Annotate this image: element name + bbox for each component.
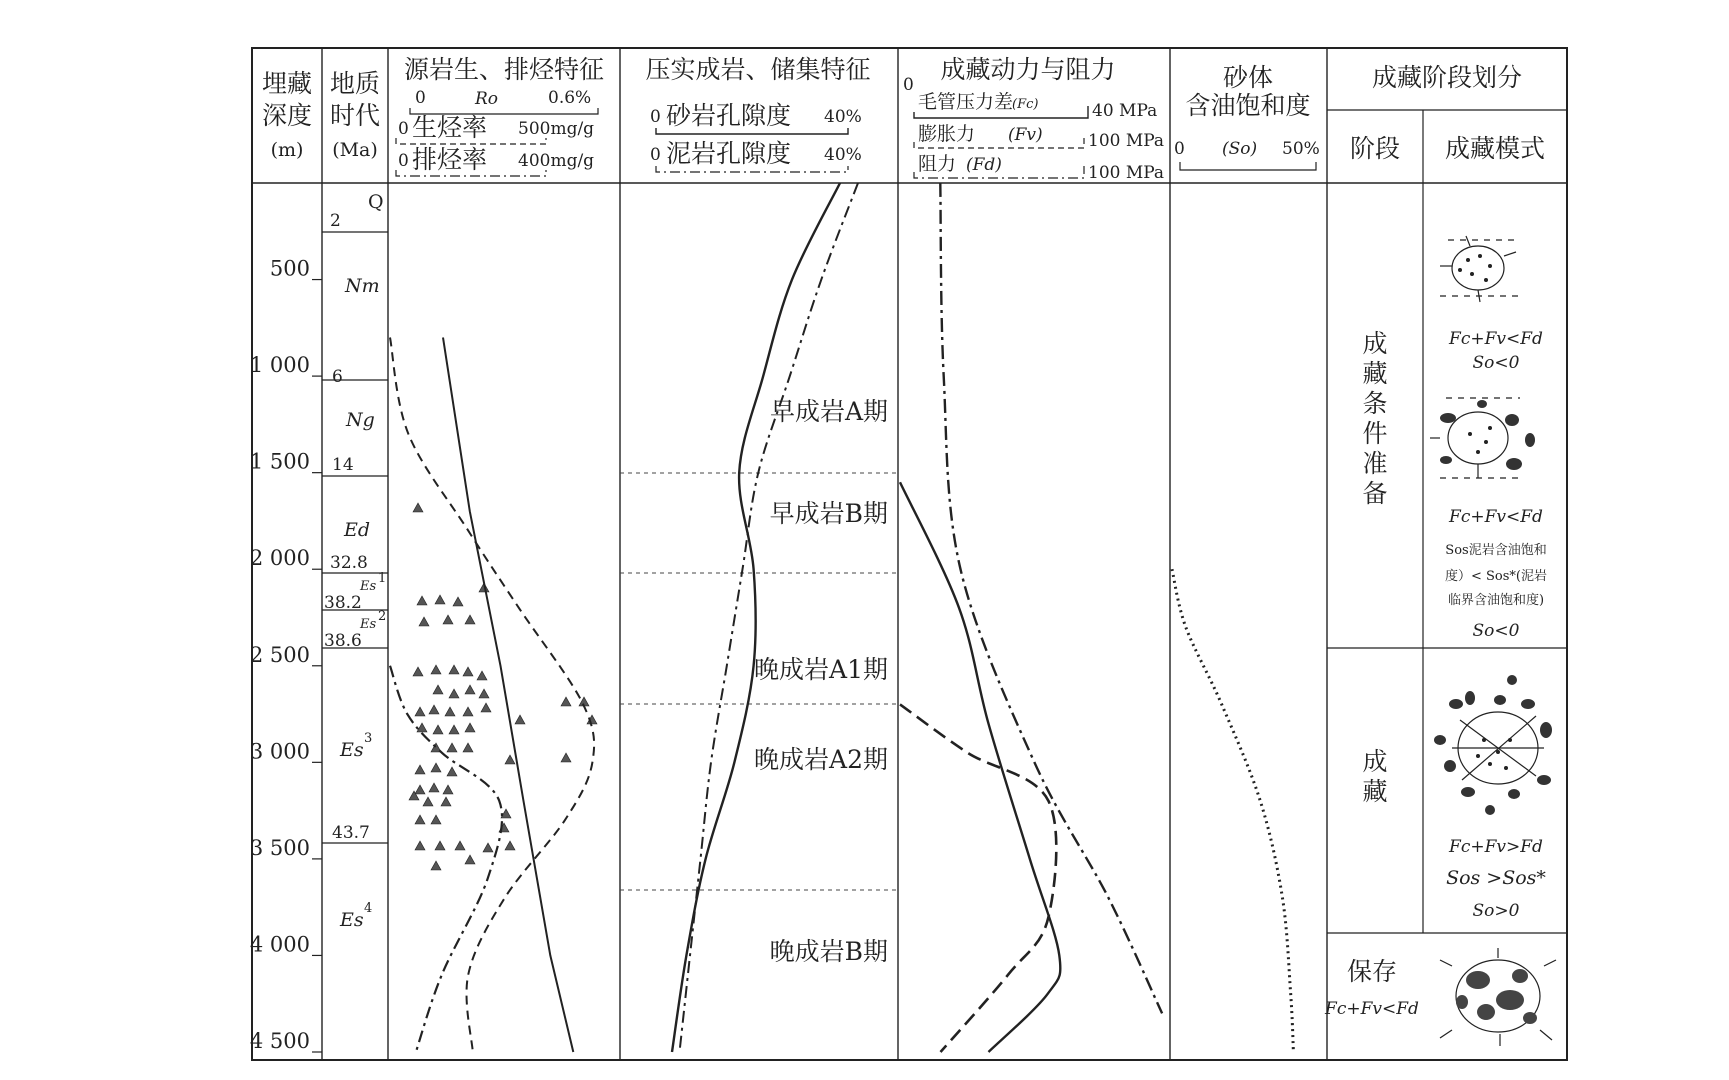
dyn-zero: 0 — [903, 75, 914, 95]
sample-triangle — [455, 841, 465, 850]
stage-accum-1: 成 — [1362, 747, 1388, 776]
sample-triangle — [431, 815, 441, 824]
model-sketch-1 — [1440, 236, 1520, 302]
gen-axis-label: 生烃率 — [412, 113, 488, 142]
sample-triangle — [447, 767, 457, 776]
stage-early-b: 早成岩B期 — [769, 499, 888, 528]
model-sketch-2 — [1430, 398, 1535, 478]
sat-axis-left: 0 — [1174, 139, 1185, 159]
stage-prep-char: 备 — [1362, 479, 1388, 508]
depth-tick-label: 3 500 — [249, 835, 310, 860]
mud-axis-right: 40% — [824, 145, 862, 165]
sample-triangle — [413, 667, 423, 676]
stage-preserve-label: 保存 — [1346, 957, 1398, 986]
sample-triangle — [433, 725, 443, 734]
mode1-formula: Fc+Fv<Fd — [1449, 329, 1543, 349]
header-stage-col1: 阶段 — [1349, 134, 1401, 163]
stage-late-a2: 晚成岩A2期 — [754, 745, 888, 774]
sample-triangle — [415, 765, 425, 774]
header-saturation — [1174, 63, 1320, 170]
exp-axis-left: 0 — [398, 151, 409, 171]
sample-triangle — [447, 743, 457, 752]
gen-axis-right: 500mg/g — [518, 119, 595, 139]
accum-formula: Fc+Fv>Fd — [1449, 837, 1543, 857]
sample-triangle — [449, 665, 459, 674]
sample-triangle — [419, 617, 429, 626]
mud-axis-left: 0 — [650, 145, 661, 165]
fc-axis-right: 40 MPa — [1092, 101, 1158, 121]
generation-rate-curve — [390, 338, 594, 1053]
sample-triangle — [441, 797, 451, 806]
sample-triangle — [443, 615, 453, 624]
header-depth — [262, 69, 312, 161]
sample-triangle — [429, 783, 439, 792]
sample-triangle — [505, 755, 515, 764]
accum-sos: Sos >Sos* — [1446, 867, 1546, 889]
depth-tick-label: 4 500 — [249, 1029, 310, 1053]
stratum-age: 32.8 — [330, 553, 368, 573]
stratum-name: Q — [368, 191, 384, 213]
sample-triangle — [465, 685, 475, 694]
depth-tick-label: 3 000 — [249, 739, 310, 764]
gen-axis-left: 0 — [398, 119, 409, 139]
stratum-age: 38.2 — [324, 593, 362, 613]
resistance-curve — [940, 183, 1162, 1013]
stratum-sup: 2 — [378, 609, 387, 624]
depth-axis — [250, 257, 322, 1053]
sample-triangle — [561, 697, 571, 706]
sample-triangle — [415, 841, 425, 850]
stage-late-a1: 晚成岩A1期 — [754, 655, 888, 684]
header-source-title: 源岩生、排烃特征 — [403, 55, 605, 84]
sample-triangle — [431, 763, 441, 772]
depth-tick-label: 500 — [269, 256, 310, 281]
stratum-age: 6 — [332, 367, 343, 387]
stage-early-a: 早成岩A期 — [769, 397, 888, 426]
stratum-name: Es — [340, 909, 364, 931]
preserve-formula: Fc+Fv<Fd — [1325, 999, 1419, 1019]
sand-axis-right: 40% — [824, 107, 862, 127]
stratum-sup: 3 — [364, 731, 373, 746]
saturation-panel — [1172, 569, 1293, 1052]
sample-triangle — [435, 595, 445, 604]
sat-axis-mid: (So) — [1222, 139, 1258, 159]
fv-axis-right: 100 MPa — [1088, 131, 1165, 151]
sample-triangle — [435, 841, 445, 850]
mode2-so: So<0 — [1472, 621, 1520, 641]
sample-triangle — [515, 715, 525, 724]
sample-triangle — [417, 723, 427, 732]
sand-axis-label: 砂岩孔隙度 — [666, 101, 792, 130]
sample-triangle — [463, 743, 473, 752]
mode2-sos-3: 临界含油饱和度) — [1447, 593, 1545, 608]
header-compaction-title: 压实成岩、储集特征 — [645, 55, 871, 84]
sample-triangle — [431, 861, 441, 870]
compaction-panel — [620, 183, 898, 1052]
exp-axis-right: 400mg/g — [518, 151, 595, 171]
sample-triangle — [481, 703, 491, 712]
header-depth-line1: 埋藏 — [261, 69, 313, 98]
sample-triangle — [479, 689, 489, 698]
model-sketch-4 — [1440, 948, 1556, 1046]
dynamics-panel — [900, 183, 1162, 1052]
sample-triangle — [465, 723, 475, 732]
mode1-so: So<0 — [1472, 353, 1520, 373]
header-sat-line2: 含油饱和度 — [1185, 91, 1311, 120]
header-depth-unit: (m) — [270, 139, 304, 161]
mudstone-porosity-curve — [680, 183, 859, 1052]
header-age-unit: (Ma) — [332, 139, 378, 161]
sample-triangle — [415, 815, 425, 824]
stage-prep-char: 成 — [1362, 329, 1388, 358]
stratum-age: 38.6 — [324, 631, 362, 651]
sample-triangle — [417, 596, 427, 605]
header-age-line1: 地质 — [329, 69, 381, 98]
ro-axis-label: Ro — [475, 89, 499, 109]
table-frame — [249, 48, 1567, 1060]
fv-label: 膨胀力 — [918, 123, 976, 145]
stage-prep-char: 藏 — [1362, 359, 1388, 388]
stratum-name: Es — [360, 617, 377, 632]
sample-triangle — [429, 705, 439, 714]
sample-triangle — [431, 665, 441, 674]
sample-triangle — [449, 689, 459, 698]
sample-triangle — [413, 503, 423, 512]
stratum-name: Es — [360, 579, 377, 594]
stratum-name: Ng — [346, 409, 375, 431]
stage-accum-2: 藏 — [1362, 777, 1388, 806]
mode2-formula: Fc+Fv<Fd — [1449, 507, 1543, 527]
sat-axis-right: 50% — [1282, 139, 1320, 159]
header-sat-line1: 砂体 — [1222, 63, 1274, 92]
fc-symbol: (Fc) — [1012, 97, 1039, 112]
sample-triangle — [505, 841, 515, 850]
stratum-age: 2 — [330, 211, 341, 231]
header-stage-col2: 成藏模式 — [1444, 134, 1546, 163]
mud-axis-label: 泥岩孔隙度 — [666, 139, 792, 168]
depth-tick-label: 2 500 — [249, 642, 310, 667]
header-depth-line2: 深度 — [261, 101, 313, 130]
header-stage — [1350, 63, 1545, 163]
fd-axis-right: 100 MPa — [1088, 163, 1165, 183]
stratum-age: 43.7 — [332, 823, 370, 843]
stratum-sup: 1 — [378, 571, 387, 586]
ro-curve — [443, 338, 573, 1053]
header-age — [330, 69, 380, 161]
depth-tick-label: 1 000 — [249, 353, 310, 378]
sample-triangle — [477, 671, 487, 680]
stage-prep-char: 件 — [1362, 419, 1388, 448]
fv-symbol: (Fv) — [1008, 125, 1043, 145]
sample-triangle — [423, 797, 433, 806]
sample-triangle — [561, 753, 571, 762]
sample-triangle — [465, 855, 475, 864]
accum-so: So>0 — [1472, 901, 1520, 921]
stage-late-b: 晚成岩B期 — [769, 937, 888, 966]
strata-column — [322, 191, 388, 931]
ro-axis-left: 0 — [415, 88, 426, 108]
header-age-line2: 时代 — [329, 101, 381, 130]
model-sketch-3 — [1434, 675, 1552, 815]
sample-triangle — [453, 597, 463, 606]
stage-prep-label — [1362, 329, 1387, 508]
sample-triangle — [415, 785, 425, 794]
sample-triangle — [445, 707, 455, 716]
mode2-sos-2: 度）< Sos*(泥岩 — [1444, 569, 1548, 584]
header-stage-title: 成藏阶段划分 — [1371, 63, 1523, 92]
ro-axis-right: 0.6% — [548, 88, 592, 108]
sandstone-porosity-curve — [672, 183, 840, 1052]
header-compaction — [645, 55, 870, 172]
depth-tick-label: 4 000 — [249, 932, 310, 957]
stage-prep-char: 条 — [1362, 389, 1388, 418]
sample-triangle — [415, 707, 425, 716]
mode2-sos-1: Sos泥岩含油饱和 — [1445, 543, 1547, 558]
sample-triangle — [449, 725, 459, 734]
stratum-name: Ed — [344, 519, 371, 541]
header-dynamics — [903, 55, 1164, 183]
sample-triangle — [465, 615, 475, 624]
depth-tick-label: 1 500 — [249, 449, 310, 474]
sand-axis-left: 0 — [650, 107, 661, 127]
stratum-sup: 4 — [364, 901, 373, 916]
depth-tick-label: 2 000 — [249, 546, 310, 571]
oil-saturation-curve — [1172, 569, 1293, 1052]
sample-triangle — [433, 685, 443, 694]
exp-axis-label: 排烃率 — [412, 145, 488, 174]
source-panel — [390, 338, 597, 1053]
header-dynamics-title: 成藏动力与阻力 — [940, 55, 1116, 84]
stage-prep-char: 准 — [1362, 449, 1388, 478]
sample-triangle — [463, 667, 473, 676]
sample-triangle — [463, 707, 473, 716]
stratum-name: Es — [340, 739, 364, 761]
stage-division — [1324, 236, 1556, 1046]
header-source — [396, 55, 604, 176]
fd-label: 阻力 — [918, 153, 957, 175]
sample-triangle — [483, 843, 493, 852]
stratum-age: 14 — [332, 455, 354, 475]
expulsion-rate-curve — [390, 666, 502, 1052]
fc-label: 毛管压力差 — [918, 91, 1014, 113]
stratum-name: Nm — [345, 275, 380, 297]
fd-symbol: (Fd) — [966, 155, 1002, 175]
sample-triangle — [443, 785, 453, 794]
